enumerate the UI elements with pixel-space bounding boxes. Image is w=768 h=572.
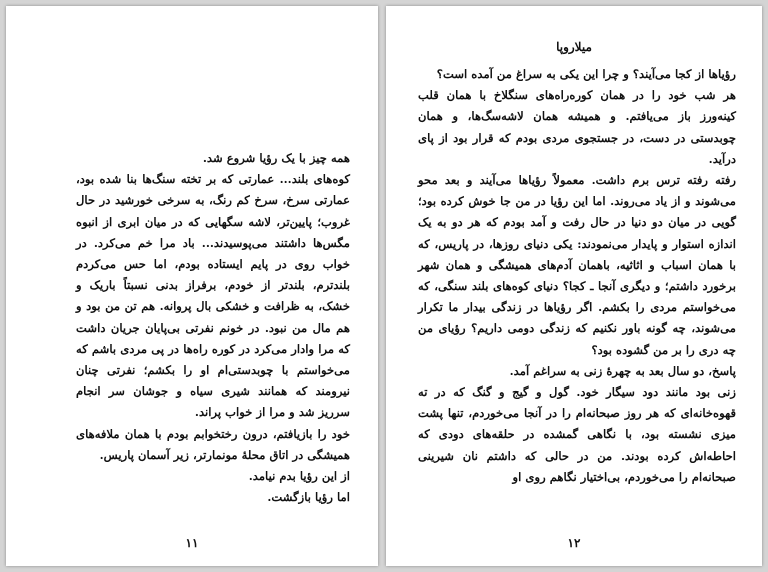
paragraph: هر شب خود را در همان کوره‌راه‌های سنگلاخ با همان قلب کینه‌ورز باز می‌یافتم. و همیشه همان لاشه‌سگ‌ها، و همان چوبدستی در دست، در جستجوی مردی بودم که قرار بود از پای درآید. (418, 88, 736, 166)
left-page (6, 6, 378, 566)
right-page (386, 6, 762, 566)
paragraph: از این رؤیا بدم نیامد. (248, 469, 350, 484)
paragraph: زنی بود مانند دود سیگار خود. گول و گیج و گنگ که در ته قهوه‌خانه‌ای که هر روز صبحانه‌ام را در آنجا می‌خوردم، تنها پشت میزی نشسته بود، با نگاهی گمشده در حلقه‌های دودی که احاطه‌اش کرده بودند. من در حالی که داشتم نان شیرینی صبحانه‌ام را می‌خوردم، بی‌اختیار نگاهم روی او (418, 385, 736, 484)
right-page-text (418, 64, 736, 488)
left-page-text (76, 148, 350, 508)
paragraph: رفته رفته ترس برم داشت. معمولاً رؤیاها می‌آیند و بعد محو می‌شوند و از یاد می‌روند. اما این رؤیا در من جا خوش کرده بود؛ گویی در میان دو دنیا در حال رفت و آمد بودم که هر دو به یک اندازه استوار و پایدار می‌نمودند: یکی دنیای روزها، در پاریس، که با همان اسباب و اثاثیه، باهمان آدم‌های همیشگی و همان شهر برخورد داشتم؛ و دیگری آنجا ـ کجا؟ دنیای کوه‌های بلند سنگی، که می‌خواستم مردی را بکشم. اگر رؤیاها در زندگی بیدار ما تکرار می‌شوند، چه گونه باور نکنیم که زندگی دومی داریم؟ رؤیای من چه دری را بر من گشوده بود؟ (418, 173, 736, 357)
page-number: ۱۲ (567, 536, 581, 550)
paragraph: کوه‌های بلند... عمارتی که بر تخته سنگ‌ها بنا شده بود، عمارتی سرخ، سرخ کم رنگ، به سرخی خورشید در حال غروب؛ پایین‌تر، لاشه سگهایی که در میان ابری از انبوه مگس‌ها داشتند می‌پوسیدند... باد مرا خم می‌کرد. در خواب روی در پایم ایستاده بودم، اما حس می‌کردم بلندترم، بلندتر از خودم، برفراز بدنی نسبتاً باریک و خشک، به ظرافت و خشکی بال پروانه. هم تن من بود و هم مال من نبود. در خونم نفرتی بی‌پایان جریان داشت که مرا وادار می‌کرد در کوره راه‌ها در پی مردی باشم که می‌خواستم با چوبدستی‌ام او را بکشم؛ نفرتی چنان نیرومند که همانند شیری سیاه و جوشان سر انجام سرریز شد و مرا از خواب پراند. (76, 172, 350, 420)
paragraph: خود را بازیافتم، درون رختخوابم بودم با همان ملافه‌های همیشگی در اتاق محلهٔ مونمارتر، زیر آسمان پاریس. (76, 426, 350, 462)
paragraph: پاسخ، دو سال بعد به چهرهٔ زنی به سراغم آمد. (509, 363, 736, 378)
paragraph: رؤیاها از کجا می‌آیند؟ و چرا این یکی به سراغ من آمده است؟ (436, 67, 736, 81)
paragraph: اما رؤیا بازگشت. (267, 490, 350, 505)
paragraph: همه چیز با یک رؤیا شروع شد. (202, 151, 350, 165)
running-head: میلاروپا (556, 40, 592, 54)
page-number: ۱۱ (185, 536, 199, 550)
